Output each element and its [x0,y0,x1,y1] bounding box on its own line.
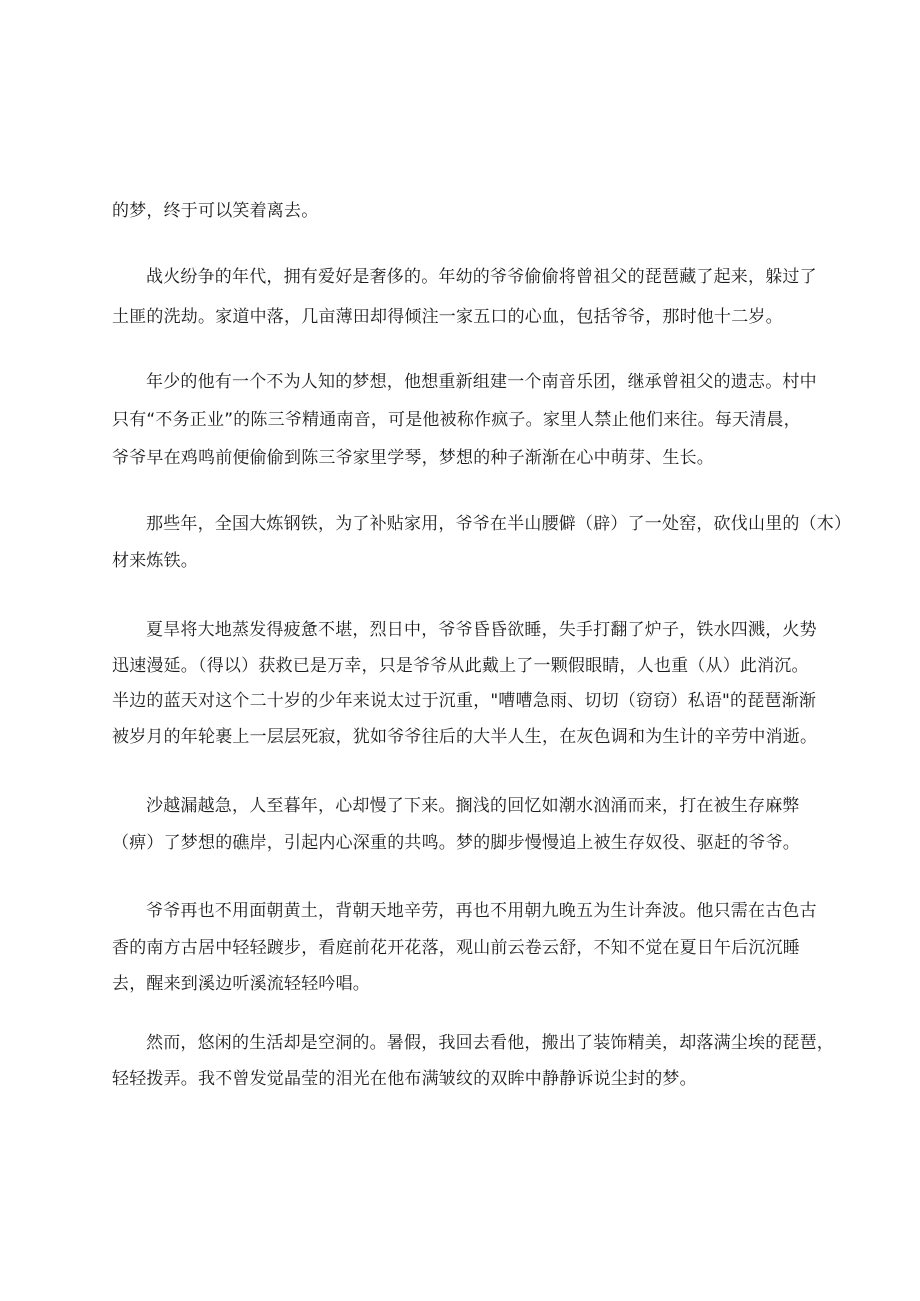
paragraph-line: （痹）了梦想的礁岸，引起内心深重的共鸣。梦的脚步慢慢追上被生存奴役、驱赶的爷爷。 [112,833,800,853]
paragraph-line: 爷爷早在鸡鸣前便偷偷到陈三爷家里学琴，梦想的种子渐渐在心中萌芽、生长。 [112,448,714,468]
paragraph-line: 战火纷争的年代，拥有爱好是奢侈的。年幼的爷爷偷偷将曾祖父的琵琶藏了起来，躲过了 [146,267,817,287]
paragraph-line: 材来炼铁。 [112,551,198,571]
paragraph-line: 半边的蓝天对这个二十岁的少年来说太过于沉重，"嘈嘈急雨、切切（窃窃）私语"的琵琶渐渐 [112,691,817,711]
paragraph-line: 沙越漏越急，人至暮年，心却慢了下来。搁浅的回忆如潮水汹涌而来，打在被生存麻弊 [146,796,800,816]
paragraph-line: 土匪的洗劫。家道中落，几亩薄田却得倾注一家五口的心血，包括爷爷，那时他十二岁。 [112,307,783,327]
paragraph-line: 然而，悠闲的生活却是空洞的。暑假，我回去看他，搬出了装饰精美，却落满尘埃的琵琶， [146,1033,834,1053]
paragraph-line: 的梦，终于可以笑着离去。 [112,201,319,221]
paragraph-line: 那些年，全国大炼钢铁，为了补贴家用，爷爷在半山腰僻（辟）了一处窑，砍伐山里的（木） [146,514,852,534]
paragraph-line: 香的南方古居中轻轻踱步，看庭前花开花落，观山前云卷云舒，不知不觉在夏日午后沉沉睡 [112,938,800,958]
paragraph-line: 迅速漫延。（得以）获救已是万幸，只是爷爷从此戴上了一颗假眼睛，人也重（从）此消沉。 [112,656,809,676]
paragraph-line: 被岁月的年轮裹上一层层死寂，犹如爷爷往后的大半人生，在灰色调和为生计的辛劳中消逝。 [112,727,818,747]
paragraph-line: 年少的他有一个不为人知的梦想，他想重新组建一个南音乐团，继承曾祖父的遗志。村中 [146,372,817,392]
paragraph-line: 爷爷再也不用面朝黄土，背朝天地辛劳，再也不用朝九晚五为生计奔波。他只需在古色古 [146,901,817,921]
paragraph-line: 轻轻拨弄。我不曾发觉晶莹的泪光在他布满皱纹的双眸中静静诉说尘封的梦。 [112,1069,697,1089]
paragraph-line: 只有“不务正业”的陈三爷精通南音，可是他被称作疯子。家里人禁止他们来往。每天清晨， [112,410,801,430]
paragraph-line: 夏旱将大地蒸发得疲惫不堪，烈日中，爷爷昏昏欲睡，失手打翻了炉子，铁水四溅，火势 [146,620,817,640]
paragraph-line: 去，醒来到溪边听溪流轻轻吟唱。 [112,974,370,994]
